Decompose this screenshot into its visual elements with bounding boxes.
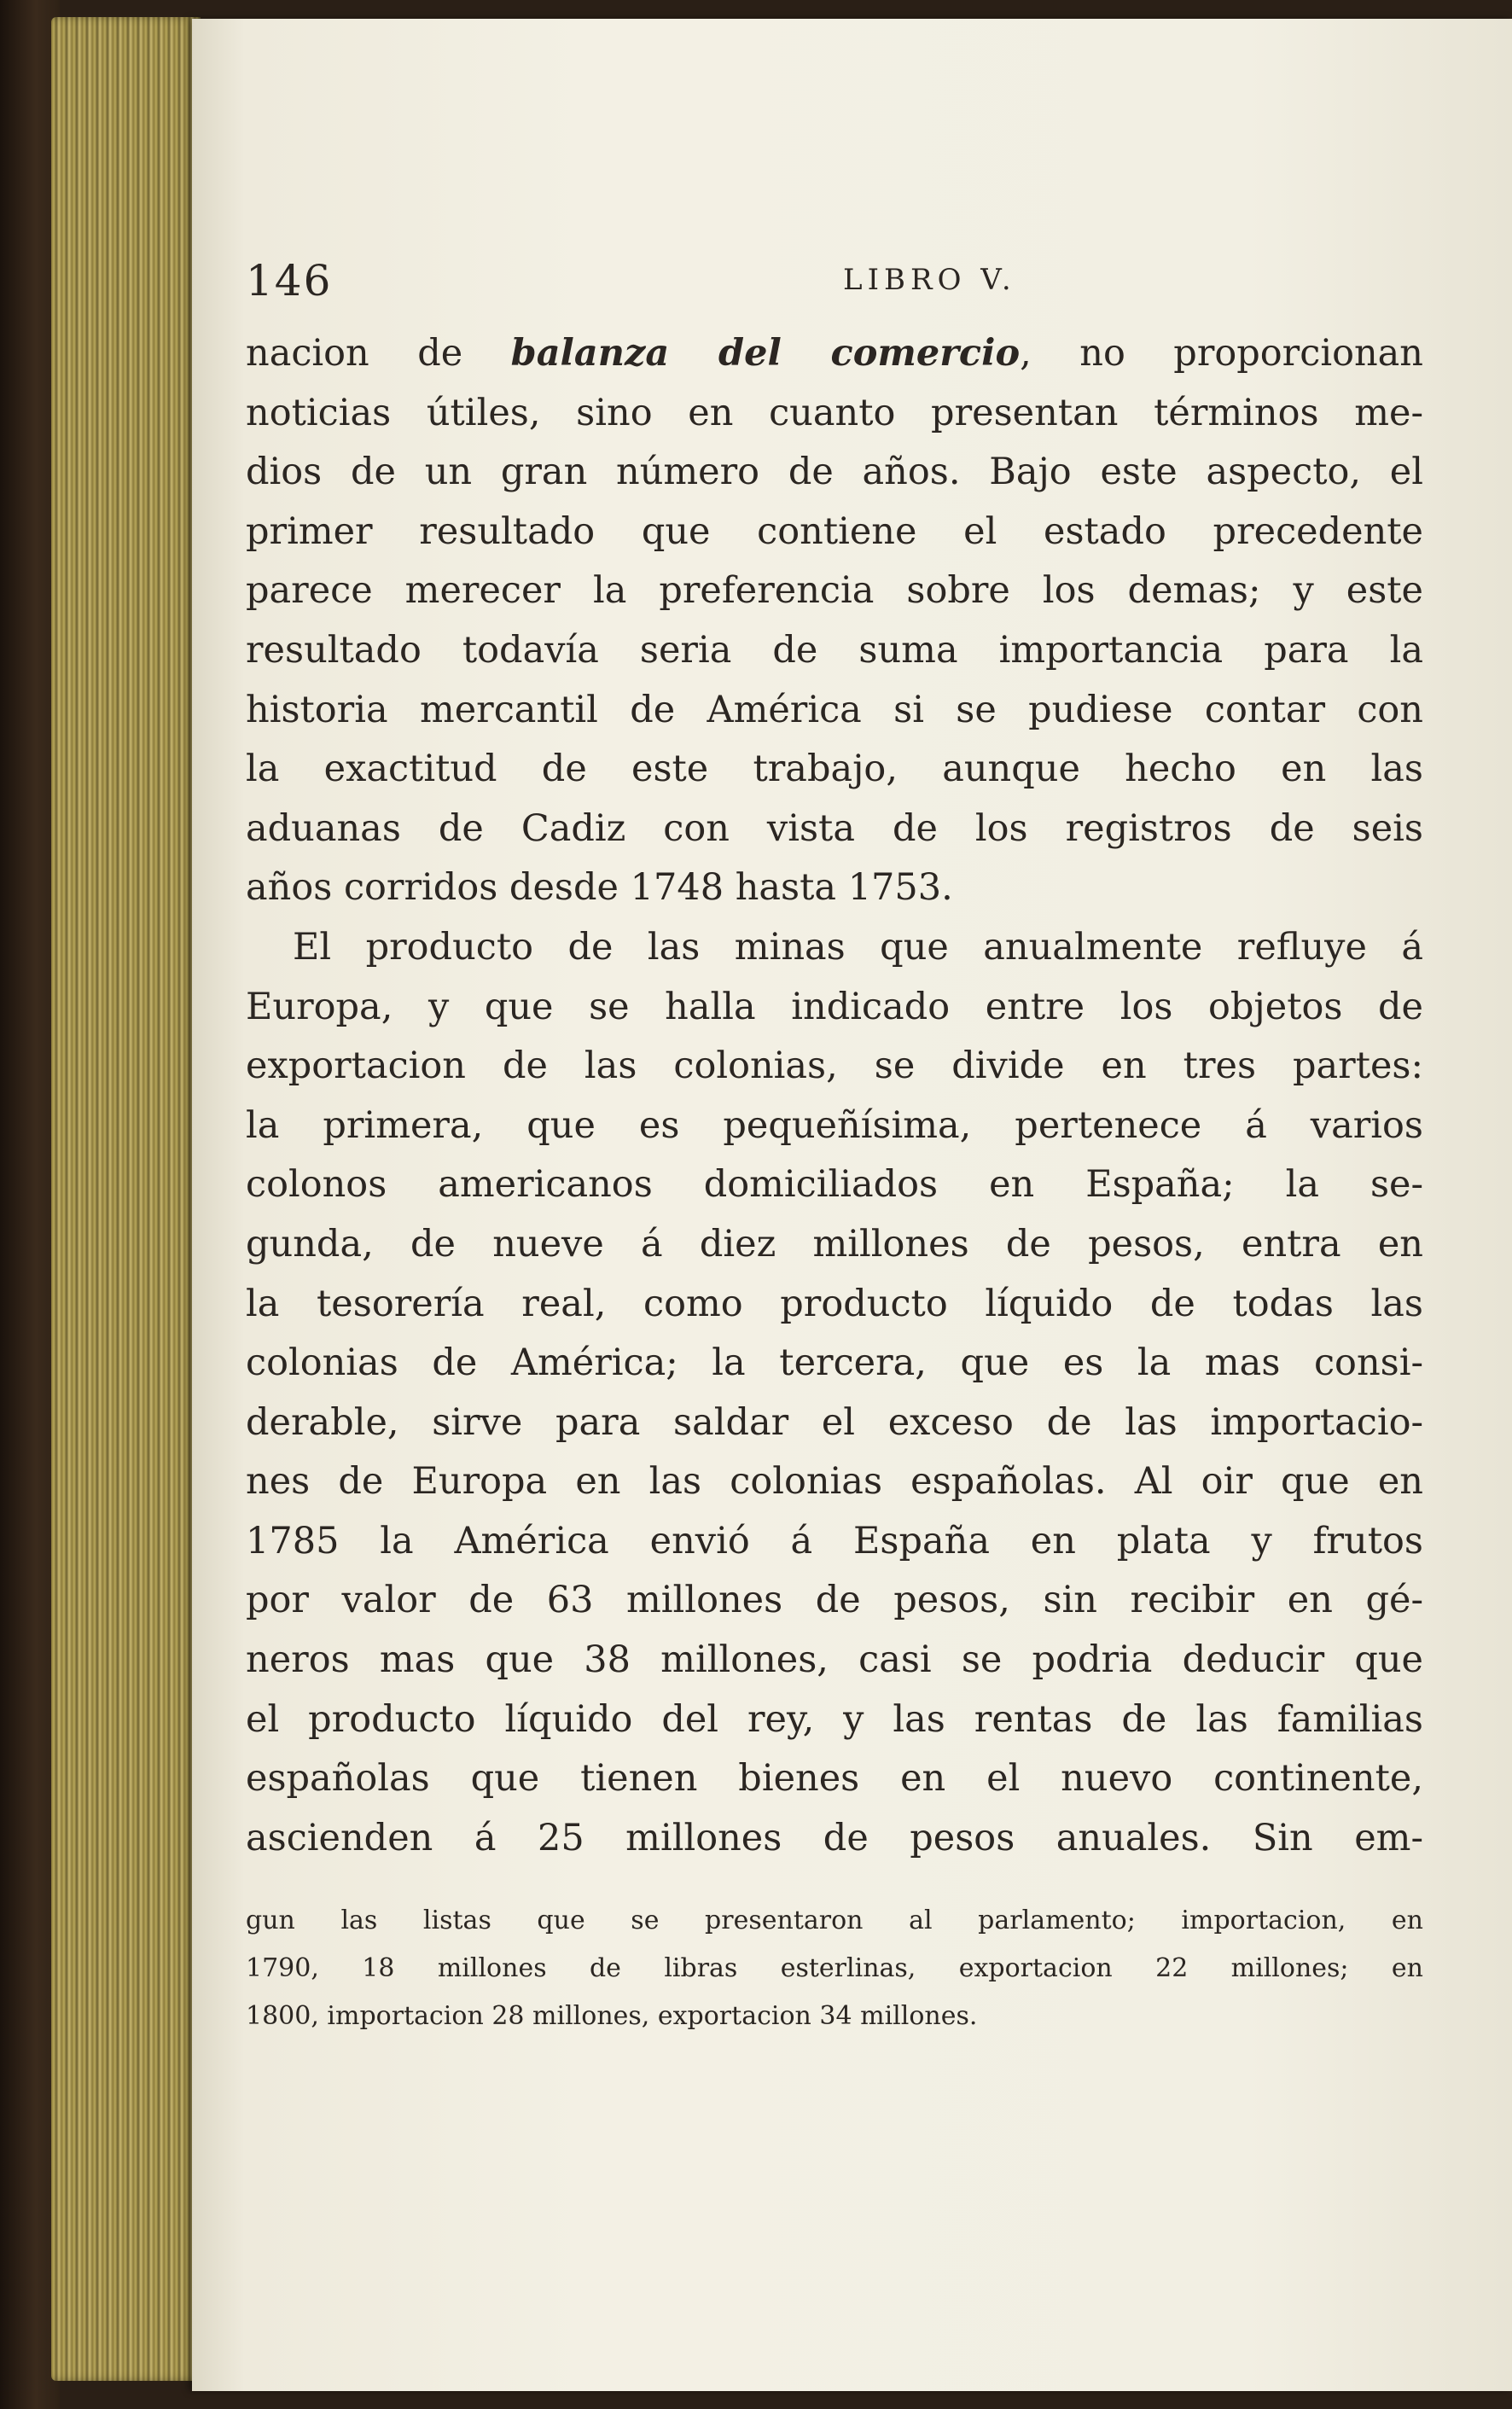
footnote-line: gun las listas que se presentaron al parlamento; importacion, en (246, 1906, 1423, 1936)
body-line: colonias de América; la tercera, que es la mas consi- (246, 1341, 1423, 1385)
body-line: El producto de las minas que anualmente refluye á (293, 925, 1423, 969)
body-line: derable, sirve para saldar el exceso de las importacio- (246, 1400, 1423, 1444)
body-line: la primera, que es pequeñísima, pertenece á varios (246, 1103, 1423, 1147)
body-line: por valor de 63 millones de pesos, sin recibir en gé- (246, 1579, 1423, 1622)
body-line: colonos americanos domiciliados en España; la se- (246, 1163, 1423, 1207)
body-line: 1785 la América envió á España en plata y frutos (246, 1519, 1423, 1562)
body-line: años corridos desde 1748 hasta 1753. (246, 866, 953, 910)
body-line: noticias útiles, sino en cuanto presentan términos me- (246, 391, 1423, 434)
body-line: ascienden á 25 millones de pesos anuales. Sin em- (246, 1816, 1423, 1859)
body-line: nes de Europa en las colonias españolas. Al oir que en (246, 1460, 1423, 1504)
body-line: historia mercantil de América si se pudiese contar con (246, 688, 1423, 731)
body-line: el producto líquido del rey, y las rentas de las familias (246, 1697, 1423, 1741)
footnote-line: 1790, 18 millones de libras esterlinas, exportacion 22 millones; en (246, 1953, 1423, 1984)
body-line: la tesorería real, como producto líquido de todas las (246, 1282, 1423, 1325)
body-line: la exactitud de este trabajo, aunque hecho en las (246, 748, 1423, 791)
gilt-page-edges (51, 17, 201, 2381)
body-line: nacion de balanza del comercio, no proporcionan (246, 332, 1423, 375)
body-line: parece merecer la preferencia sobre los demas; y este (246, 569, 1423, 613)
body-line: dios de un gran número de años. Bajo este aspecto, el (246, 451, 1423, 494)
body-line: Europa, y que se halla indicado entre los objetos de (246, 985, 1423, 1028)
emphasized-term: balanza del comercio (510, 332, 1021, 375)
body-line: resultado todavía seria de suma importancia para la (246, 628, 1423, 672)
footnote (246, 1897, 1423, 2040)
page-number: 146 (246, 256, 333, 305)
page-header (246, 256, 1423, 324)
body-line: neros mas que 38 millones, casi se podria deducir que (246, 1638, 1423, 1682)
body-line: gunda, de nueve á diez millones de pesos, entra en (246, 1222, 1423, 1266)
page-content (246, 256, 1423, 2040)
body-line: primer resultado que contiene el estado precedente (246, 509, 1423, 553)
body-line: exportacion de las colonias, se divide en tres partes: (246, 1044, 1423, 1088)
body-text (246, 324, 1423, 1868)
footnote-line: 1800, importacion 28 millones, exportacion 34 millones. (246, 2001, 978, 2032)
body-line: aduanas de Cadiz con vista de los registros de seis (246, 806, 1423, 850)
running-head: LIBRO V. (843, 263, 1016, 297)
body-line: españolas que tienen bienes en el nuevo continente, (246, 1757, 1423, 1801)
